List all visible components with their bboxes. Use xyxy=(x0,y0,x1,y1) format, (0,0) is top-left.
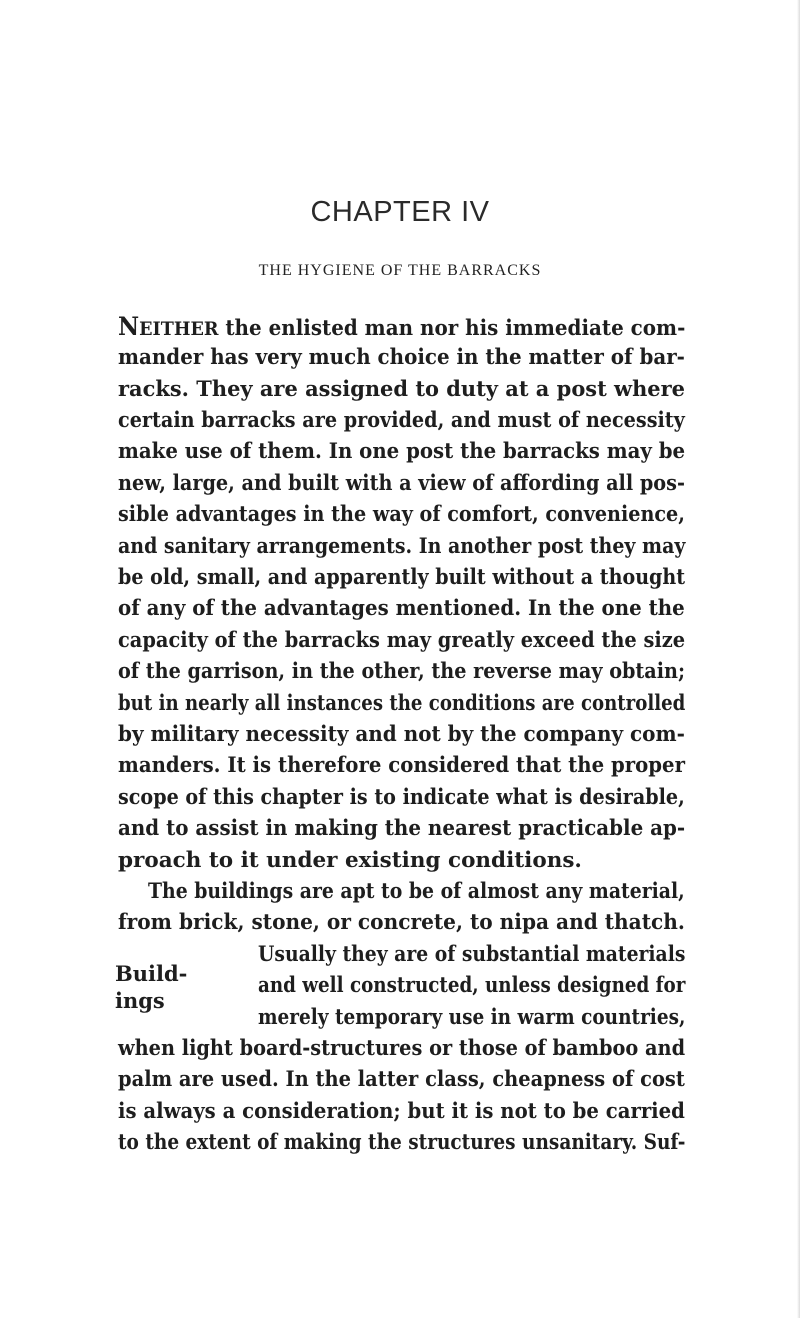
text-line: merely temporary use in warm countries, xyxy=(258,1005,686,1030)
text-line: and well constructed, unless designed for xyxy=(258,973,686,998)
drop-initial: N xyxy=(118,312,140,341)
text-line: capacity of the barracks may greatly exceed the size xyxy=(118,628,686,653)
text-line: sible advantages in the way of comfort, convenience, xyxy=(118,502,685,527)
text-line: be old, small, and apparently built without a thought xyxy=(118,565,686,590)
text-line: by military necessity and not by the company com- xyxy=(118,722,685,747)
text-line: make use of them. In one post the barracks may be xyxy=(118,439,686,464)
text-line: mander has very much choice in the matter of bar- xyxy=(118,345,685,370)
text-line xyxy=(118,312,685,344)
text-line: new, large, and built with a view of affording all pos- xyxy=(118,471,685,496)
marginal-note-line: ings xyxy=(115,988,165,1013)
text-line: of any of the advantages mentioned. In the one the xyxy=(118,596,685,621)
text-line: is always a consideration; but it is not to be carried xyxy=(118,1099,685,1124)
chapter-title: THE HYGIENE OF THE BARRACKS xyxy=(258,262,542,279)
marginal-note xyxy=(115,960,187,1014)
text-line: but in nearly all instances the conditions are controlled xyxy=(118,691,686,716)
text-line: Usually they are of substantial materials xyxy=(258,942,686,967)
marginal-note-line: Build- xyxy=(115,961,188,986)
text-line: and sanitary arrangements. In another post they may xyxy=(118,534,686,559)
text-line: racks. They are assigned to duty at a post where xyxy=(118,377,685,402)
text-line: from brick, stone, or concrete, to nipa and thatch. xyxy=(118,910,685,935)
small-caps-word: EITHER xyxy=(139,318,219,340)
text-line: The buildings are apt to be of almost any material, xyxy=(148,879,685,904)
text-line: to the extent of making the structures unsanitary. Suf- xyxy=(118,1130,686,1155)
text-line: when light board-structures or those of bamboo and xyxy=(118,1036,686,1061)
text-line: and to assist in making the nearest practicable ap- xyxy=(118,816,686,841)
text-line: proach to it under existing conditions. xyxy=(118,848,582,873)
text-line: scope of this chapter is to indicate what is desirable, xyxy=(118,785,685,810)
text-line: of the garrison, in the other, the reverse may obtain; xyxy=(118,659,686,684)
line-text: the enlisted man nor his immediate com- xyxy=(218,316,686,341)
chapter-heading: CHAPTER IV xyxy=(310,196,490,228)
text-line: certain barracks are provided, and must of necessity xyxy=(118,408,685,433)
text-line: manders. It is therefore considered that the proper xyxy=(118,753,685,778)
text-line: palm are used. In the latter class, cheapness of cost xyxy=(118,1067,685,1092)
